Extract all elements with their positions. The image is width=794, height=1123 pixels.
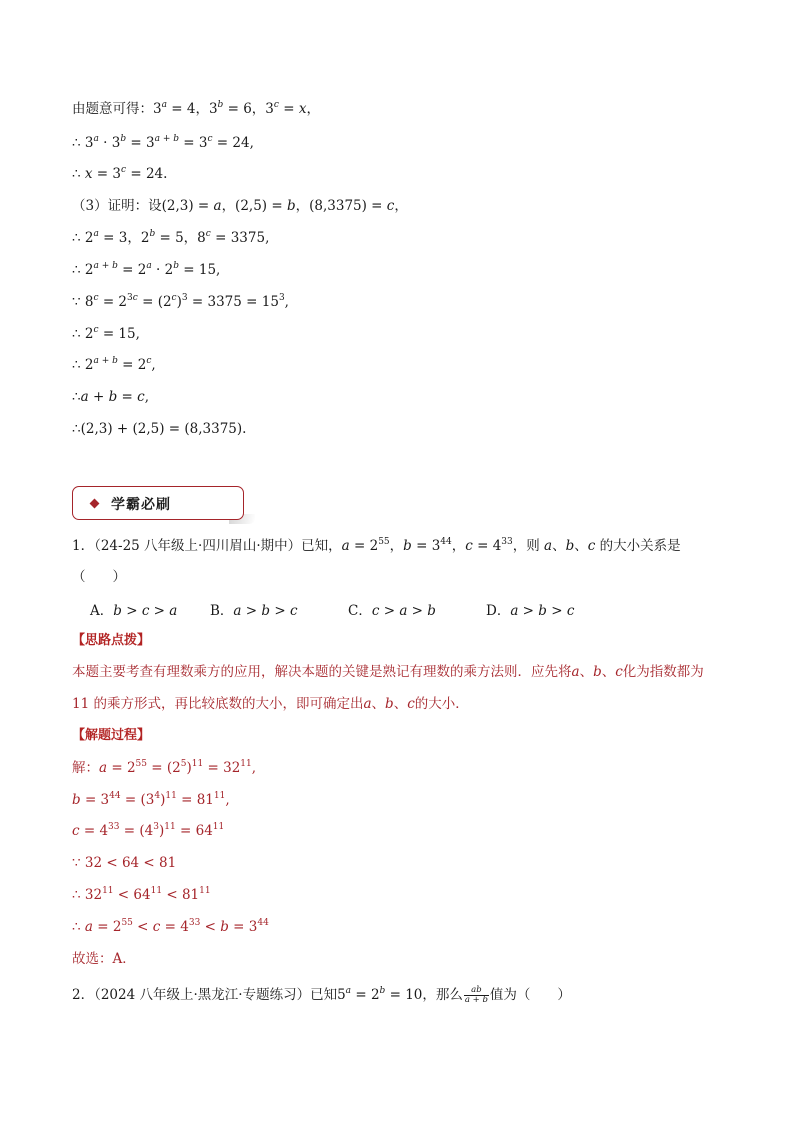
- step-4: ∵ 32 < 64 < 81: [72, 855, 177, 871]
- solution-line-10: ∴a + b = c,: [72, 389, 149, 405]
- answer-blank: （ ）: [72, 569, 126, 585]
- question-2-stem: 2．（2024 八年级上·黑龙江·专题练习）已知$5^a = 2^b = 10$，那么 $\frac{ab}{a + b}$ 值为（ ）: [72, 985, 571, 1005]
- fraction-denominator: a + b: [464, 995, 488, 1005]
- final-answer: 故选：A．: [72, 951, 136, 967]
- section-banner: [72, 486, 244, 520]
- fraction: [464, 986, 489, 1005]
- option-d[interactable]: D．a > b > c: [486, 603, 575, 619]
- question-number: 2．: [72, 987, 95, 1003]
- option-b[interactable]: B．a > b > c: [210, 603, 298, 619]
- question-source: （24-25 八年级上·四川眉山·期中）: [94, 538, 302, 554]
- solution-line-8: ∴ $2^c = 15$,: [72, 325, 140, 342]
- solution-line-9: ∴ $2^{a + b} = 2^c$,: [72, 356, 156, 373]
- hint-line-1: 本题主要考查有理数乘方的应用，解决本题的关键是熟记有理数的乘方法则．应先将a、b、c化为指数都为: [72, 664, 704, 680]
- solution-line-2: ∴ $3^a \cdot 3^b = 3^{a + b} = 3^c = 24$,: [72, 134, 254, 151]
- step-2: $b = 3^{44} = (3^4)^{11} = 81^{11}$,: [72, 791, 230, 808]
- step-3: $c = 4^{33} = (4^3)^{11} = 64^{11}$: [72, 822, 225, 839]
- solution-line-3: ∴ $x = 3^c = 24$.: [72, 165, 168, 182]
- solution-line-11: ∴(2,3) + (2,5) = (8,3375).: [72, 421, 247, 437]
- question-1-stem: 1．（24-25 八年级上·四川眉山·期中）已知，$a = 2^{55}$，$b = 3^{44}$，$c = 4^{33}$，则 a、b、c 的大小关系是: [72, 537, 681, 554]
- question-source: （2024 八年级上·黑龙江·专题练习）: [94, 987, 311, 1003]
- solution-line-4: （3）证明：设(2,3) = a，(2,5) = b，(8,3375) = c，: [72, 198, 408, 214]
- solution-line-6: ∴ $2^{a + b} = 2^a \cdot 2^b = 15$,: [72, 261, 221, 278]
- diamond-icon: [90, 499, 100, 509]
- hint-heading: 【思路点拨】: [72, 633, 151, 648]
- section-title: 学霸必刷: [111, 497, 171, 513]
- fraction-numerator: ab: [464, 986, 489, 996]
- process-heading: 【解题过程】: [72, 728, 151, 743]
- solution-line-7: ∵ $8^c = 2^{3c} = (2^c)^3 = 3375 = 15^3$,: [72, 293, 289, 310]
- proof-prefix: （3）证明：设: [72, 198, 162, 214]
- step-1: 解：$a = 2^{55} = (2^5)^{11} = 32^{11}$,: [72, 759, 257, 776]
- question-number: 1．: [72, 538, 95, 554]
- hint-line-2: 11 的乘方形式，再比较底数的大小，即可确定出a、b、c的大小．: [72, 696, 469, 712]
- option-c[interactable]: C．c > a > b: [348, 603, 436, 619]
- step-5: ∴ $32^{11} < 64^{11} < 81^{11}$: [72, 886, 211, 903]
- option-a[interactable]: A．b > c > a: [90, 603, 178, 619]
- solution-line-1: 由题意可得：$3^a = 4$，$3^b = 6$，$3^c = x$，: [72, 100, 320, 117]
- step-6: ∴ $a = 2^{55} < c = 4^{33} < b = 3^{44}$: [72, 918, 269, 935]
- solution-line-5: ∴ $2^a = 3$，$2^b = 5$，$8^c = 3375$,: [72, 229, 270, 246]
